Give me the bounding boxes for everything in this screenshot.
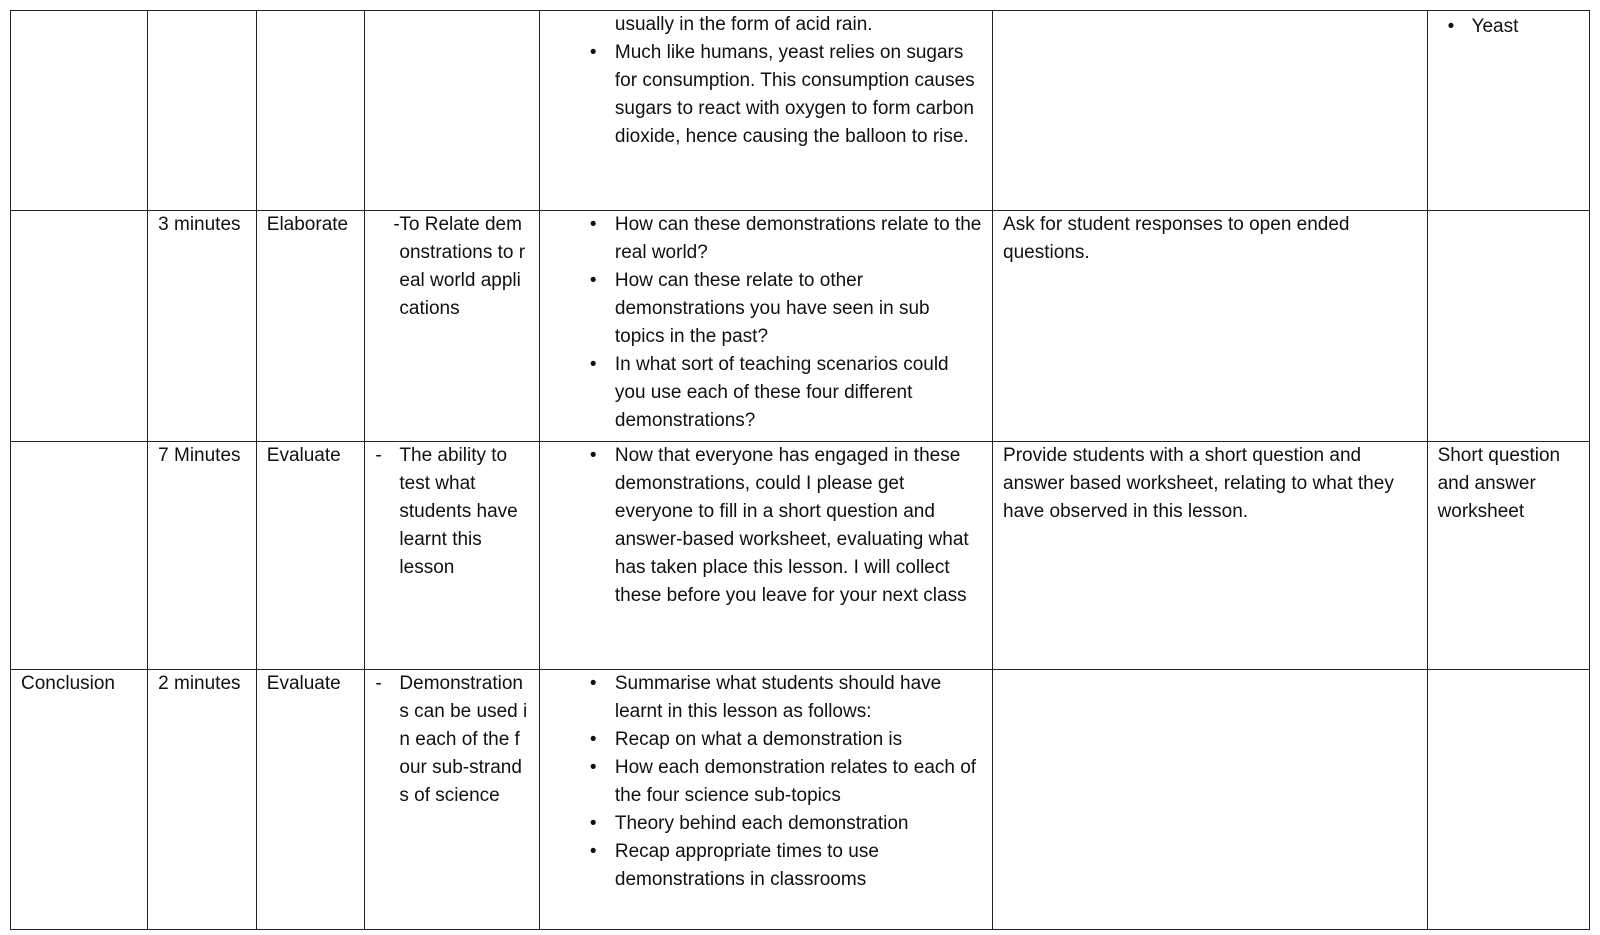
stage-cell bbox=[11, 211, 148, 442]
time-cell bbox=[148, 11, 257, 211]
question-item: • Much like humans, yeast relies on sugars for consumption. This consumption causes sugars to react with oxygen to form carbon dioxide, hence causing the balloon to rise. bbox=[550, 39, 982, 151]
question-item: • Recap on what a demonstration is bbox=[550, 726, 982, 754]
objective-text: Demonstrations can be used in each of the four sub-strands of science bbox=[399, 673, 528, 806]
stage-cell bbox=[11, 442, 148, 670]
resource-item: • Yeast bbox=[1438, 13, 1579, 41]
objective-text: To Relate demonstrations to real world applications bbox=[399, 214, 526, 319]
question-item: • How each demonstration relates to each of the four science sub-topics bbox=[550, 754, 982, 810]
phase-cell: Evaluate bbox=[256, 442, 365, 670]
phase-cell: Evaluate bbox=[256, 670, 365, 930]
table-row bbox=[11, 211, 1590, 442]
question-item: • Theory behind each demonstration bbox=[550, 810, 982, 838]
phase-cell bbox=[256, 11, 365, 211]
questions-cell bbox=[539, 11, 992, 211]
time-cell: 3 minutes bbox=[148, 211, 257, 442]
lesson-plan-table bbox=[10, 10, 1590, 930]
activity-cell: Provide students with a short question and answer based worksheet, relating to what they have observed in this lesson. bbox=[993, 442, 1428, 670]
objective-cell: - Demonstrations can be used in each of the four sub-strands of science bbox=[365, 670, 539, 930]
questions-cell bbox=[539, 211, 992, 442]
stage-cell: Conclusion bbox=[11, 670, 148, 930]
question-item: • In what sort of teaching scenarios could you use each of these four different demonstrations? bbox=[550, 351, 982, 435]
activity-cell bbox=[993, 11, 1428, 211]
question-item: • How can these demonstrations relate to the real world? bbox=[550, 211, 982, 267]
time-cell: 7 Minutes bbox=[148, 442, 257, 670]
time-cell: 2 minutes bbox=[148, 670, 257, 930]
resources-cell bbox=[1427, 211, 1589, 442]
phase-cell: Elaborate bbox=[256, 211, 365, 442]
question-item: • How can these relate to other demonstrations you have seen in sub topics in the past? bbox=[550, 267, 982, 351]
table-row bbox=[11, 442, 1590, 670]
table-row bbox=[11, 670, 1590, 930]
question-item: • Summarise what students should have learnt in this lesson as follows: bbox=[550, 670, 982, 726]
objective-cell: - The ability to test what students have learnt this lesson bbox=[365, 442, 539, 670]
objective-cell: - To Relate demonstrations to real world applications bbox=[365, 211, 539, 442]
activity-cell: Ask for student responses to open ended questions. bbox=[993, 211, 1428, 442]
resources-cell bbox=[1427, 670, 1589, 930]
objective-cell bbox=[365, 11, 539, 211]
question-item: • Recap appropriate times to use demonstrations in classrooms bbox=[550, 838, 982, 894]
objective-text: The ability to test what students have learnt this lesson bbox=[399, 445, 518, 578]
resources-cell bbox=[1427, 11, 1589, 211]
question-item: • Now that everyone has engaged in these demonstrations, could I please get everyone to fill in a short question and answer-based worksheet, evaluating what has taken place this lesson. I will collect these before you leave for your next class bbox=[550, 442, 982, 610]
activity-cell bbox=[993, 670, 1428, 930]
questions-cell bbox=[539, 442, 992, 670]
questions-cell bbox=[539, 670, 992, 930]
resources-cell: Short question and answer worksheet bbox=[1427, 442, 1589, 670]
stage-cell bbox=[11, 11, 148, 211]
question-continuation: usually in the form of acid rain. bbox=[614, 14, 873, 35]
table-row bbox=[11, 11, 1590, 211]
